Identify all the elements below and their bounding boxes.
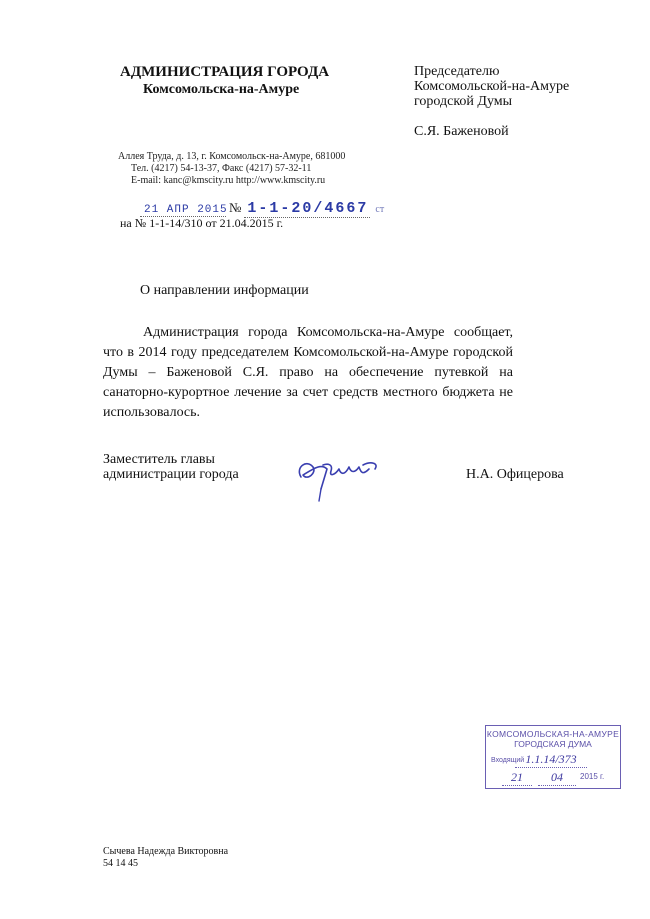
sender-phone-fax: Тел. (4217) 54-13-37, Факс (4217) 57-32-11 bbox=[131, 163, 312, 174]
executor-name: Сычева Надежда Викторовна bbox=[103, 846, 229, 857]
stamp-day: 21 bbox=[502, 770, 532, 786]
stamp-incoming-label: Входящий bbox=[491, 757, 525, 764]
handwritten-signature bbox=[293, 445, 383, 510]
signatory-role-line-2: администрации города bbox=[103, 467, 239, 482]
signature-scribble bbox=[293, 445, 383, 505]
signatory-name: Н.А. Офицерова bbox=[466, 467, 564, 482]
incoming-stamp bbox=[485, 725, 621, 789]
registration-date: 21 АПР 2015 bbox=[140, 204, 226, 217]
signatory-role-line-1: Заместитель главы bbox=[103, 452, 215, 467]
sender-contacts: E-mail: kanc@kmscity.ru http://www.kmscity.ru bbox=[131, 175, 326, 186]
recipient-line-2: Комсомольской-на-Амуре bbox=[414, 79, 570, 94]
stamp-line-2: ГОРОДСКАЯ ДУМА bbox=[514, 739, 592, 749]
registration-number: 1-1-20/4667 bbox=[244, 200, 370, 218]
sender-address: Аллея Труда, д. 13, г. Комсомольск-на-Амуре, 681000 bbox=[118, 151, 346, 162]
executor-info bbox=[103, 846, 228, 870]
letter-body bbox=[103, 323, 513, 423]
recipient-name: С.Я. Баженовой bbox=[414, 124, 509, 139]
reply-reference: на № 1-1-14/310 от 21.04.2015 г. bbox=[120, 216, 284, 230]
stamp-month: 04 bbox=[538, 770, 576, 786]
stamp-line-1: КОМСОМОЛЬСКАЯ-НА-АМУРЕ bbox=[486, 729, 620, 739]
registration-suffix: ст bbox=[375, 204, 385, 215]
letter-subject: О направлении информации bbox=[140, 283, 309, 298]
number-sign: № bbox=[229, 200, 242, 215]
stamp-incoming-number: 1.1.14/373 bbox=[515, 752, 587, 768]
recipient-line-3: городской Думы bbox=[414, 94, 513, 109]
signatory-role bbox=[103, 452, 239, 482]
stamp-year: 2015 г. bbox=[580, 772, 605, 781]
sender-city: Комсомольска-на-Амуре bbox=[143, 82, 300, 97]
sender-title: АДМИНИСТРАЦИЯ ГОРОДА bbox=[120, 64, 330, 80]
executor-phone: 54 14 45 bbox=[103, 858, 138, 869]
body-paragraph: Администрация города Комсомольска-на-Амуре сообщает, что в 2014 году председателем Комсомольской-на-Амуре городской Думы – Баженовой С.Я. право на обеспечение путевкой на санаторно-курортное лечение за счет средств местного бюджета не использовалось. bbox=[103, 325, 513, 420]
recipient-line-1: Председателю bbox=[414, 64, 500, 79]
